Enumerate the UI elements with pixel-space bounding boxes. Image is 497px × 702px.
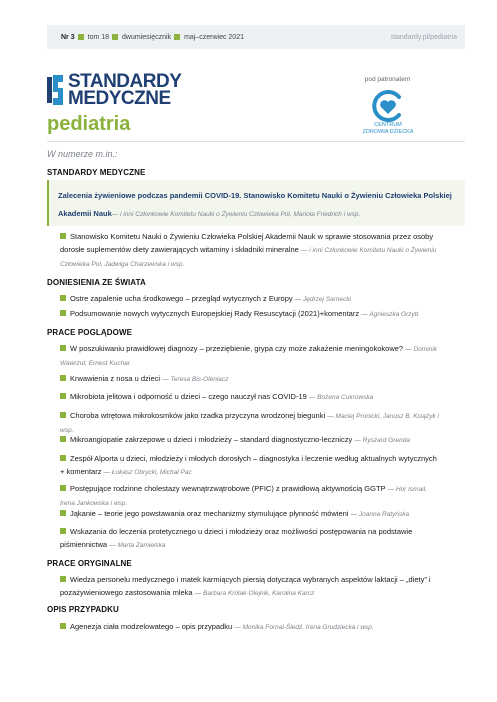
article-authors: — Hor Ismail, Irena Jankowska i wsp. (60, 486, 427, 507)
article-authors: — i inni Członkowie Komitetu Nauki o Żywieniu Człowieka Pol, Jadwiga Charzewska i wsp. (60, 247, 437, 268)
article-item[interactable] (60, 230, 440, 271)
bullet-square-icon (112, 34, 118, 40)
article-title[interactable]: Krwawienia z nosa u dzieci (70, 374, 161, 383)
patron-org-line-1: CENTRUM (374, 122, 402, 128)
issue-number: Nr 3 (61, 33, 75, 41)
article-item[interactable] (60, 433, 440, 447)
bullet-square-icon (60, 393, 66, 399)
bullet-square-icon (60, 412, 66, 418)
brand-line-2: MEDYCZNE (68, 88, 171, 109)
article-item[interactable] (60, 372, 440, 386)
article-item[interactable] (60, 307, 440, 321)
featured-article[interactable] (47, 180, 465, 226)
brand-line-1: STANDARDY (68, 71, 182, 92)
frequency: dwumiesięcznik (122, 33, 172, 41)
article-item[interactable] (60, 525, 440, 552)
article-authors: — Monika Fornal-Śledź, Irena Grudziecka i wsp. (234, 624, 374, 631)
article-item[interactable] (60, 452, 440, 479)
article-title[interactable]: Agenezja ciała modzelowatego – opis przypadku (70, 622, 233, 631)
bullet-square-icon (60, 295, 66, 301)
article-title[interactable]: W poszukiwaniu prawidłowej diagnozy – przeziębienie, grypa czy może zakażenie meningokokowe? (70, 344, 404, 353)
bullet-square-icon (60, 485, 66, 491)
article-title[interactable]: Mikroangiopatie zakrzepowe u dzieci i młodzieży – standard diagnostyczno-leczniczy (70, 435, 353, 444)
article-item[interactable] (60, 342, 440, 370)
section-heading-przypadku: OPIS PRZYPADKU (47, 605, 119, 614)
article-title[interactable]: Wskazania do leczenia protetycznego u dzieci i młodzieży oraz możliwości postępowania na podstawie piśmiennictwa (60, 527, 413, 549)
article-title[interactable]: Zespół Alporta u dzieci, młodzieży i młodych dorosłych – diagnostyka i leczenie według aktualnych wytycznych + komentarz (60, 454, 437, 476)
issue-date: maj–czerwiec 2021 (184, 33, 244, 41)
article-item[interactable] (60, 390, 440, 404)
intro-text: W numerze m.in.: (47, 149, 118, 159)
section-heading-poglady: PRACE POGLĄDOWE (47, 328, 133, 337)
patron-org-line-2: ZDROWIA DZIECKA (362, 129, 414, 135)
article-authors: — Marta Zamielska (109, 542, 166, 549)
article-title[interactable]: Ostre zapalenie ucha środkowego – przegląd wytycznych z Europy (70, 294, 293, 303)
bullet-square-icon (60, 375, 66, 381)
journal-subtitle: pediatria (47, 113, 131, 135)
article-title[interactable]: Postępujące rodzinne cholestazy wewnątrzwątrobowe (PFIC) z prawidłową aktywnością GGTP (70, 484, 386, 493)
article-item[interactable] (60, 507, 440, 521)
article-item[interactable] (60, 292, 440, 306)
bullet-square-icon (60, 528, 66, 534)
article-authors: — Ryszard Grenda (354, 437, 410, 444)
article-title[interactable]: Podsumowanie nowych wytycznych Europejskiej Rady Resuscytacji (2021)+komentarz (70, 309, 360, 318)
article-title[interactable]: Wiedza personelu medycznego i matek karmiących piersią dotycząca wybranych aspektów laktacji – „diety” i pozażywieniowego zastosowania mleka (60, 575, 431, 597)
standardy-medyczne-logo (47, 73, 227, 113)
issue-bar (47, 25, 465, 49)
article-authors: — Bożena Cukrowska (308, 394, 374, 401)
article-authors: — Łukasz Obrycki, Michał Pac (103, 469, 192, 476)
article-title[interactable]: Stanowisko Komitetu Nauki o Żywieniu Człowieka Polskiej Akademii Nauk w sprawie stosowania przez osoby dorosłe suplementów diety zawierających witaminy i składniki mineralne (60, 232, 434, 254)
article-authors: — Joanna Ratyńska (350, 511, 410, 518)
section-heading-oryginalne: PRACE ORYGINALNE (47, 559, 132, 568)
section-heading-doniesienia: DONIESIENIA ZE ŚWIATA (47, 278, 146, 287)
article-title[interactable]: Jąkanie – teorie jego powstawania oraz mechanizmy stymulujące płynność mówieni (70, 509, 349, 518)
site-url-link[interactable]: standardy.pl/pediatria (390, 33, 457, 41)
article-title[interactable]: Choroba wtrętowa mikrokosmków jako rzadka przyczyna wrodzonej biegunki (70, 411, 326, 420)
patronage-label: pod patronatem (364, 76, 411, 83)
article-item[interactable] (60, 573, 440, 600)
bullet-square-icon (174, 34, 180, 40)
article-authors: — Dominik Wawrzut, Ernest Kuchar (60, 346, 437, 367)
article-authors: — Barbara Królak-Olejnik, Karolina Karcz (194, 590, 315, 597)
bullet-square-icon (60, 310, 66, 316)
article-authors: — Teresa Bis-Oleniacz (162, 376, 229, 383)
bullet-square-icon (60, 436, 66, 442)
article-item[interactable] (60, 482, 440, 510)
article-authors: — Agnieszka Grzyb (361, 311, 419, 318)
bullet-square-icon (60, 345, 66, 351)
bullet-square-icon (60, 623, 66, 629)
bullet-square-icon (78, 34, 84, 40)
article-authors: — Jędrzej Sarnecki (294, 296, 352, 303)
article-item[interactable] (60, 620, 440, 634)
article-authors: — Maciej Pronicki, Janusz B. Książyk i wsp. (60, 413, 439, 434)
bullet-square-icon (60, 233, 66, 239)
section-heading-standardy: STANDARDY MEDYCZNE (47, 168, 146, 177)
featured-article-authors: — i inni Członkowie Komitetu Nauki o Żywieniu Człowieka Pol, Mariola Friedrich i wsp. (111, 211, 361, 218)
standardy-s-mark-icon (47, 74, 65, 106)
bullet-square-icon (60, 576, 66, 582)
bullet-square-icon (60, 455, 66, 461)
article-title[interactable]: Mikrobiota jelitowa i odporność u dzieci – czego nauczył nas COVID-19 (70, 392, 307, 401)
heart-c-logo-icon (369, 90, 407, 122)
patron-organization (350, 122, 426, 136)
featured-article-title[interactable]: Zalecenia żywieniowe podczas pandemii COVID-19. Stanowisko Komitetu Nauki o Żywieniu Człowieka Polskiej Akademii Nauk (58, 191, 452, 218)
volume: tom 18 (87, 33, 110, 41)
header-divider (47, 141, 465, 142)
bullet-square-icon (60, 510, 66, 516)
